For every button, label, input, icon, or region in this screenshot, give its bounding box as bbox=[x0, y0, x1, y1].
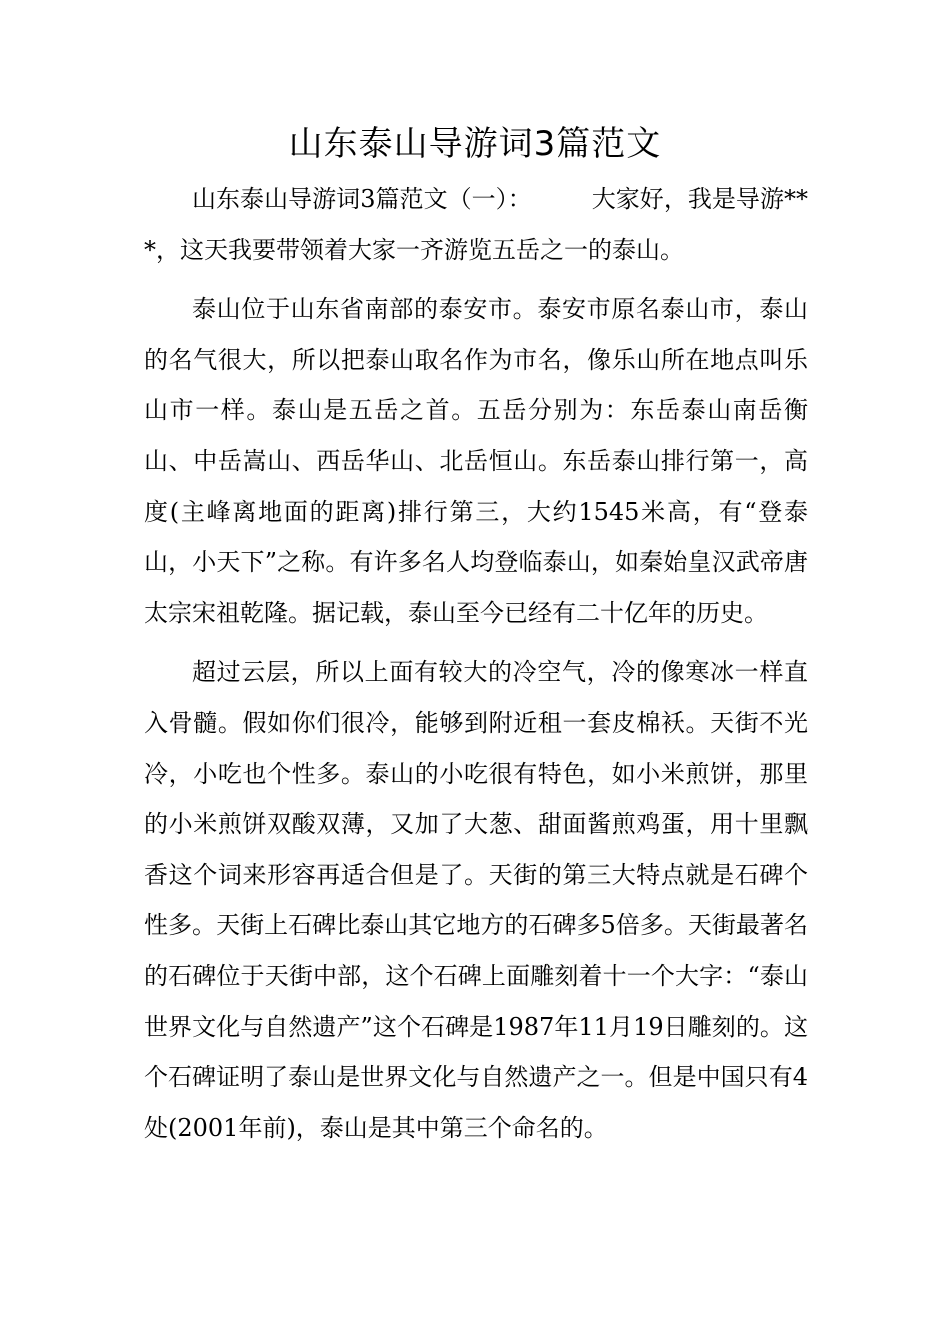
paragraph-tianjie: 超过云层，所以上面有较大的冷空气，冷的像寒冰一样直入骨髓。假如你们很冷，能够到附近租一套皮棉袄。天街不光冷，小吃也个性多。泰山的小吃很有特色，如小米煎饼，那里的小米煎饼双酸双薄，又加了大葱、甜面酱煎鸡蛋，用十里飘香这个词来形容再适合但是了。天街的第三大特点就是石碑个性多。天街上石碑比泰山其它地方的石碑多5倍多。天街最著名的石碑位于天街中部，这个石碑上面雕刻着十一个大字：“泰山世界文化与自然遗产”这个石碑是1987年11月19日雕刻的。这个石碑证明了泰山是世界文化与自然遗产之一。但是中国只有4处(2001年前)，泰山是其中第三个命名的。 bbox=[144, 658, 808, 1142]
paragraph-gap bbox=[144, 638, 808, 647]
document-body bbox=[144, 174, 808, 1153]
paragraph-location: 泰山位于山东省南部的泰安市。泰安市原名泰山市，泰山的名气很大，所以把泰山取名作为市名，像乐山所在地点叫乐山市一样。泰山是五岳之首。五岳分别为：东岳泰山南岳衡山、中岳嵩山、西岳华山、北岳恒山。东岳泰山排行第一，高度(主峰离地面的距离)排行第三，大约1545米高，有“登泰山，小天下”之称。有许多名人均登临泰山，如秦始皇汉武帝唐太宗宋祖乾隆。据记载，泰山至今已经有二十亿年的历史。 bbox=[144, 295, 808, 627]
document-title: 山东泰山导游词3篇范文 bbox=[288, 124, 662, 164]
paragraph-gap bbox=[144, 275, 808, 284]
intro-label: 山东泰山导游词3篇范文（一）： bbox=[192, 185, 532, 213]
intro-text: 大家好，我是导游***，这天我要带领着大家一齐游览五岳之一的泰山。 bbox=[144, 185, 808, 264]
intro-paragraph bbox=[144, 174, 808, 275]
